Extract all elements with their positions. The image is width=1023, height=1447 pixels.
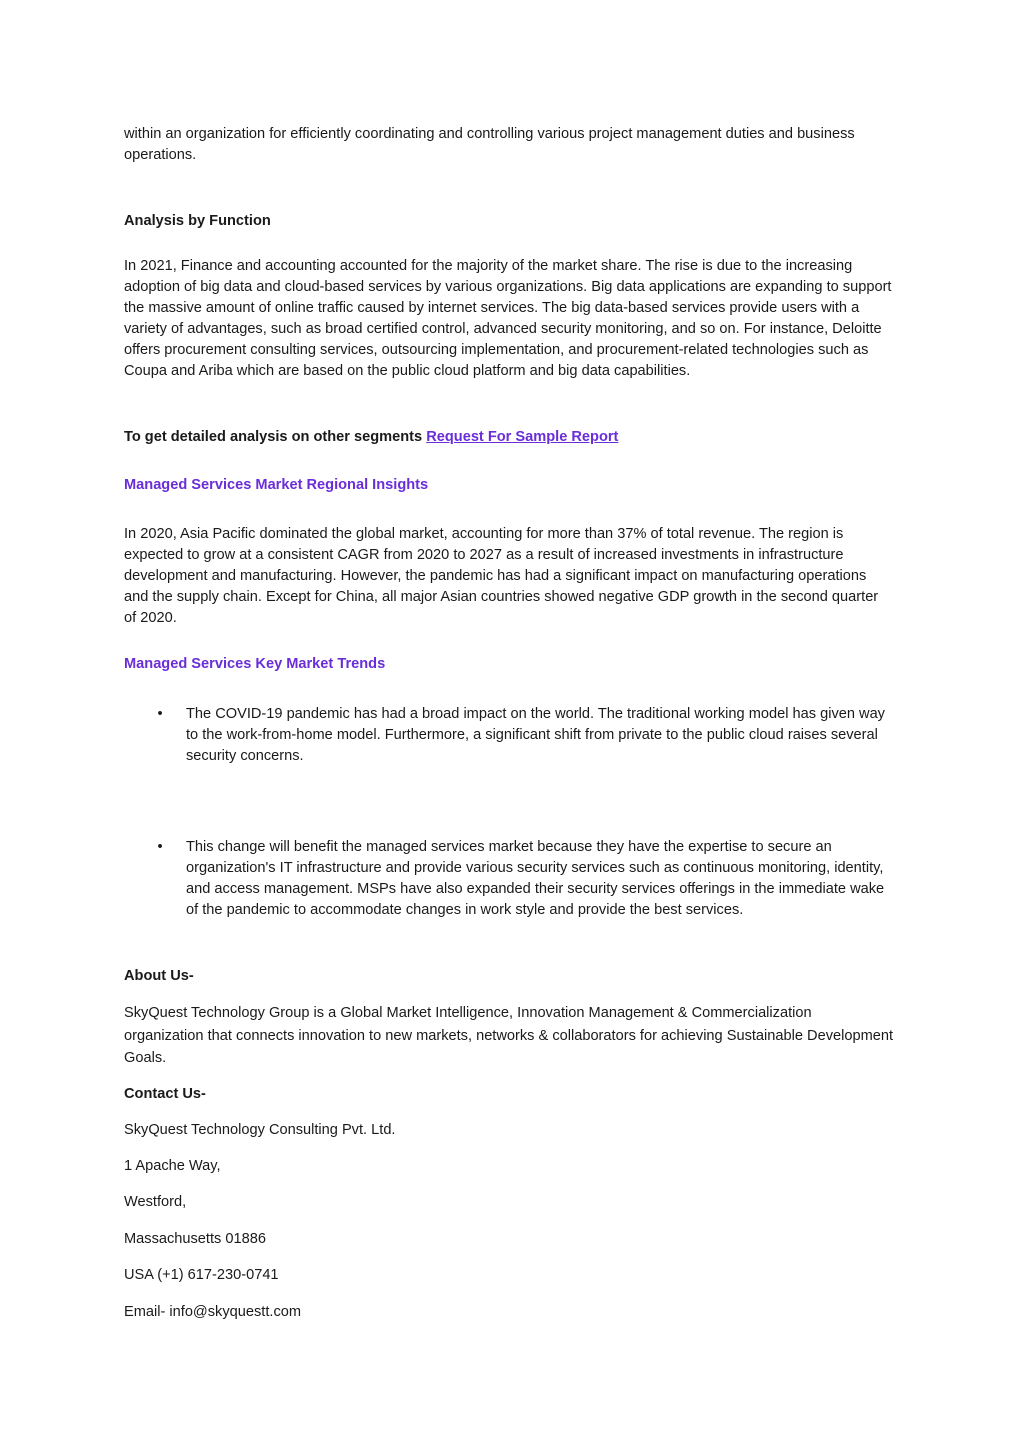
cta-line — [124, 427, 894, 448]
regional-paragraph: In 2020, Asia Pacific dominated the global market, accounting for more than 37% of total revenue. The region is expected to grow at a consistent CAGR from 2020 to 2027 as a result of increased investments in infrastructure development and manufacturing. However, the pandemic has had a significant impact on manufacturing operations and the supply chain. Except for China, all major Asian countries showed negative GDP growth in the second quarter of 2020. — [124, 526, 879, 626]
contact-city: Westford, — [124, 1194, 187, 1210]
trend-item-text: This change will benefit the managed services market because they have the expertise to secure an organization's IT infrastructure and provide various security services such as continuous monitoring, identity, and access management. MSPs have also expanded their security services offerings in the immediate wake of the pandemic to accommodate changes in work style and provide the best services. — [186, 839, 885, 918]
about-heading: About Us- — [124, 968, 194, 984]
contact-phone: USA (+1) 617-230-0741 — [124, 1267, 279, 1283]
contact-heading: Contact Us- — [124, 1086, 206, 1102]
bullet-icon: • — [157, 706, 163, 722]
contact-email: Email- info@skyquestt.com — [124, 1304, 302, 1320]
trend-item-text: The COVID-19 pandemic has had a broad impact on the world. The traditional working model has given way to the work-from-home model. Furthermore, a significant shift from private to the public cloud raises several security concerns. — [186, 706, 885, 764]
bullet-icon: • — [157, 839, 163, 855]
cta-text: To get detailed analysis on other segments — [124, 429, 427, 445]
contact-state-zip: Massachusetts 01886 — [124, 1231, 266, 1247]
intro-paragraph: within an organization for efficiently coordinating and controlling various project management duties and business operations. — [124, 126, 855, 163]
contact-street: 1 Apache Way, — [124, 1158, 221, 1174]
regional-heading: Managed Services Market Regional Insights — [124, 477, 429, 493]
contact-company: SkyQuest Technology Consulting Pvt. Ltd. — [124, 1122, 396, 1138]
request-sample-report-link[interactable]: Request For Sample Report — [426, 429, 619, 445]
trends-heading: Managed Services Key Market Trends — [124, 656, 386, 672]
function-paragraph: In 2021, Finance and accounting accounted for the majority of the market share. The rise is due to the increasing adoption of big data and cloud-based services by various organizations. Big data applications are expanding to support the massive amount of online traffic caused by internet services. The big data-based services provide users with a variety of advantages, such as broad certified control, advanced security monitoring, and so on. For instance, Deloitte offers procurement consulting services, outsourcing implementation, and procurement-related technologies such as Coupa and Ariba which are based on the public cloud platform and big data capabilities. — [124, 258, 892, 379]
function-heading: Analysis by Function — [124, 213, 271, 229]
about-paragraph: SkyQuest Technology Group is a Global Market Intelligence, Innovation Management & Commercialization organization that connects innovation to new markets, networks & collaborators for achieving Sustainable Development Goals. — [124, 1005, 894, 1066]
